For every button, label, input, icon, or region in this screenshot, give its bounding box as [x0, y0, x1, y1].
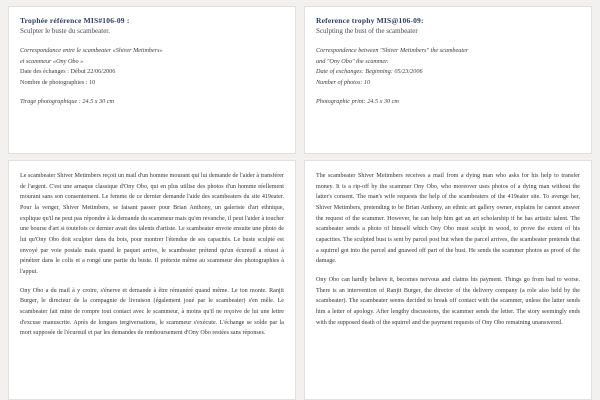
trophy-meta-english: [316, 46, 580, 89]
meta-correspondence-line-1-en: Correspondence between "Shiver Metimbers" the scambeater: [316, 46, 469, 54]
text-fade-overlay-right: [305, 385, 591, 399]
story-card-french: [8, 160, 296, 400]
trophy-title-french: Trophée référence MIS#106-09 :: [20, 16, 130, 25]
trophy-title-english: Reference trophy MIS@106-09:: [316, 16, 424, 25]
trophy-subtitle-french: Sculpter le buste du scambeater.: [20, 27, 110, 36]
trophy-card-english: [304, 6, 592, 154]
meta-correspondence-line-2-en: and "Ony Obo" the scammer.: [316, 57, 389, 65]
top-row: [8, 6, 592, 154]
story-paragraph-2-english: Ony Obo can hardly believe it, becomes nervous and claims his payment. Things go from bad to worse. There is an intervention of Ranjit Burger, the director of the delivery company (a role also held by the scambeater). The scambeater seems decided to break off contact with the scammer, unless the latter sends him a letter of apology. After lengthy discussions, the scammer sends the letter. The story seemingly ends with the supposed death of the squirrel and the payment requests of Ony Obo remaining unanswered.: [316, 276, 580, 326]
meta-photo-count: Nombre de photographies : 10: [20, 78, 96, 86]
bottom-row: [8, 160, 592, 400]
meta-photo-count-en: Number of photos: 10: [316, 78, 371, 86]
trophy-subtitle-english: Sculpting the bust of the scambeater: [316, 27, 418, 36]
story-paragraph-1-english: The scambeater Shiver Metimbers receives a mail from a dying man who asks for his help to transfer money. It is a rip-off by the scammer Ony Obo, who moreover uses photos of a dying man without the latter's consent. The man's wife requests the help of the scambeaters of the 419eater site. To avenge her, Shiver Metimbers, pretending to be Brian Anthony, an ethnic art gallery owner, explains he cannot answer the request of the scammer. However, he can help him get an art scholarship if he has artistic talent. The scambeater sends a photo of himself which Ony Obo must sculpt in wood, to prove the extent of his capacities. The sculpted bust is sent by parcel post but when the parcel arrives, the scambeater pretends that a squirrel got into the parcel and gnawed off part of the bust. He sends the scammer photos as proof of the damage.: [316, 173, 580, 265]
text-fade-overlay-left: [9, 385, 295, 399]
trophy-card-french: [8, 6, 296, 154]
meta-correspondence-line-1: Correspondance entre le scambeater «Shiver Metimbers»: [20, 46, 163, 54]
story-paragraph-1-french: Le scambeater Shiver Metimbers reçoit un mail d'un homme mourant qui lui demande de l'aider à transférer de l'argent. C'est une arnaque classique d'Ony Obo, qui en plus utilise des photos d'un homme réellement mourant sans son consentement. Le femme de ce dernier demande l'aide des scambeaters du site 419eater. Pour la venger, Shiver Metimbers, se faisant passer pour Brian Anthony, un galeriste d'art ethnique, explique qu'il ne peut pas répondre à la demande du scammeur mais qu'en revanche, il peut l'aider à toucher une bourse d'art si toutefois ce dernier avait des talents d'artiste. Le scambeater envoie ensuite une photo de lui qu'Ony Obo doit sculpter dans du bois, pour montrer l'étendue de ses capacités. Le buste sculpté est envoyé par voie postale mais quand le paquet arrive, le scambeater prétend qu'un écureuil a réussi à pénétrer dans le colis et a rongé une partie du buste. Il prétexte même au scammeur des photographies à l'appui.: [20, 173, 284, 275]
meta-dates: Date des échanges : Début 22/06/2006: [20, 68, 116, 76]
story-paragraph-2-french: Ony Obo a du mail à y croire, s'énerve et demande à être rémunéré quand même. Le ton monte. Ranjit Burger, le directeur de la compagnie de livraison (également joué par le scambeater) s'en mêle. Le scambeater fait mine de rompre tout contact avec le scammeur, à moins qu'il ne reçoive de lui une lettre d'excuse manuscrite. Après de longues tergiversations, le scammeur s'exécute. L'échange se solde par la mort supposée de l'écureuil et par les demandes de remboursement d'Ony Obo restées sans réponses.: [20, 287, 284, 337]
trophy-meta-french: [20, 46, 284, 89]
print-specs-english: Photographic print: 24.5 x 30 cm: [316, 97, 399, 105]
meta-dates-en: Date of exchanges: Beginning: 05/23/2006: [316, 68, 423, 76]
print-specs-french: Tirage photographique : 24.5 x 30 cm: [20, 97, 115, 105]
meta-correspondence-line-2: et scammeur «Ony Obo »: [20, 57, 84, 65]
story-card-english: [304, 160, 592, 400]
